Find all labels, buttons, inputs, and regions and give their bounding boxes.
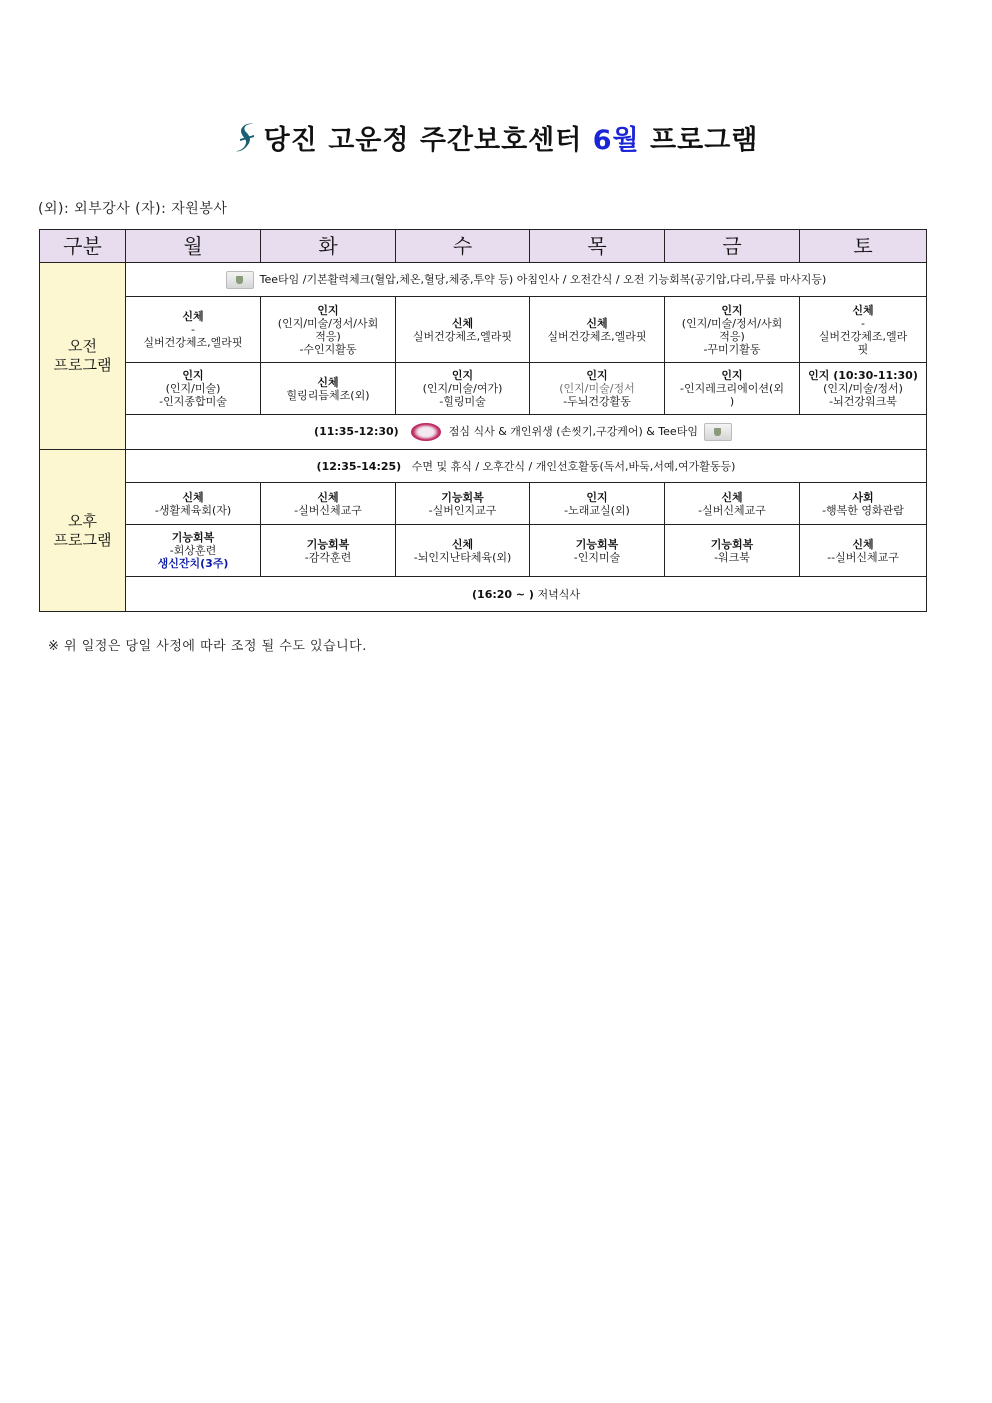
birthday-party-label: 생신잔치(3주) (157, 557, 229, 570)
title-suffix: 프로그램 (639, 125, 759, 156)
afternoon-row-1 (40, 483, 927, 525)
morning-row-2 (40, 363, 927, 415)
schedule-cell: 인지 (10:30-11:30) (인지/미술/정서) -뇌건강워크북 (800, 363, 927, 415)
schedule-cell: 기능회복 -감각훈련 (261, 525, 396, 577)
header-thu: 목 (530, 230, 665, 263)
header-sat: 토 (800, 230, 927, 263)
afternoon-category: 오후 프로그램 (40, 450, 126, 612)
schedule-cell: 기능회복 -워크북 (665, 525, 800, 577)
afternoon-banner-row (40, 450, 927, 483)
title-month: 6월 (592, 125, 640, 156)
schedule-cell: 인지 (인지/미술) -인지종합미술 (126, 363, 261, 415)
meal-icon (411, 423, 441, 441)
center-logo-icon (234, 121, 260, 155)
schedule-cell: 신체 - 실버건강체조,엘라 핏 (800, 297, 927, 363)
dinner-banner: (16:20 ~ ) 저녁식사 (126, 577, 927, 612)
header-fri: 금 (665, 230, 800, 263)
header-tue: 화 (261, 230, 396, 263)
schedule-cell: 기능회복 -회상훈련 생신잔치(3주) (126, 525, 261, 577)
schedule-cell: 인지 -인지레크리에이션(외 ) (665, 363, 800, 415)
tea-icon (704, 423, 732, 441)
page-title (0, 118, 992, 157)
schedule-cell: 인지 (인지/미술/정서/사회 적응) -수인지활동 (261, 297, 396, 363)
footnote: ※ 위 일정은 당일 사정에 따라 조정 될 수도 있습니다. (48, 639, 367, 654)
weekly-schedule-table (39, 229, 927, 612)
schedule-cell: 신체 -뇌인지난타체육(외) (396, 525, 530, 577)
schedule-cell: 기능회복 -인지미술 (530, 525, 665, 577)
schedule-cell: 사회 -행복한 영화관람 (800, 483, 927, 525)
afternoon-row-2 (40, 525, 927, 577)
header-row (40, 230, 927, 263)
schedule-cell: 인지 (인지/미술/정서/사회 적응) -꾸미기활동 (665, 297, 800, 363)
schedule-cell: 인지 (인지/미술/여가) -힐링미술 (396, 363, 530, 415)
schedule-cell: 신체 힐링리듬체조(외) (261, 363, 396, 415)
title-prefix: 당진 고운정 주간보호센터 (263, 125, 593, 156)
morning-banner: Tee타임 /기본활력체크(혈압,체온,혈당,체중,투약 등) 아침인사 / 오전간식 / 오전 기능회복(공기압,다리,무릎 마사지등) (126, 263, 927, 297)
schedule-cell: 신체 -실버신체교구 (261, 483, 396, 525)
schedule-cell: 인지 -노래교실(외) (530, 483, 665, 525)
header-category: 구분 (40, 230, 126, 263)
schedule-cell: 신체 -생활체육회(자) (126, 483, 261, 525)
tea-icon (226, 271, 254, 289)
morning-category: 오전 프로그램 (40, 263, 126, 450)
schedule-cell: 신체 --실버신체교구 (800, 525, 927, 577)
lunch-row (40, 415, 927, 450)
morning-banner-row (40, 263, 927, 297)
legend-text: (외): 외부강사 (자): 자원봉사 (38, 201, 228, 217)
header-mon: 월 (126, 230, 261, 263)
lunch-banner: (11:35-12:30) 점심 식사 & 개인위생 (손씻기,구강케어) & Tee타임 (126, 415, 927, 450)
schedule-cell: 인지 (인지/미술/정서 -두뇌건강활동 (530, 363, 665, 415)
schedule-cell: 신체 - 실버건강체조,엘라핏 (126, 297, 261, 363)
morning-row-1 (40, 297, 927, 363)
afternoon-banner: (12:35-14:25) 수면 및 휴식 / 오후간식 / 개인선호활동(독서,바둑,서예,여가활동등) (126, 450, 927, 483)
schedule-cell: 기능회복 -실버인지교구 (396, 483, 530, 525)
schedule-cell: 신체 실버건강체조,엘라핏 (396, 297, 530, 363)
schedule-cell: 신체 실버건강체조,엘라핏 (530, 297, 665, 363)
schedule-cell: 신체 -실버신체교구 (665, 483, 800, 525)
header-wed: 수 (396, 230, 530, 263)
dinner-row (40, 577, 927, 612)
